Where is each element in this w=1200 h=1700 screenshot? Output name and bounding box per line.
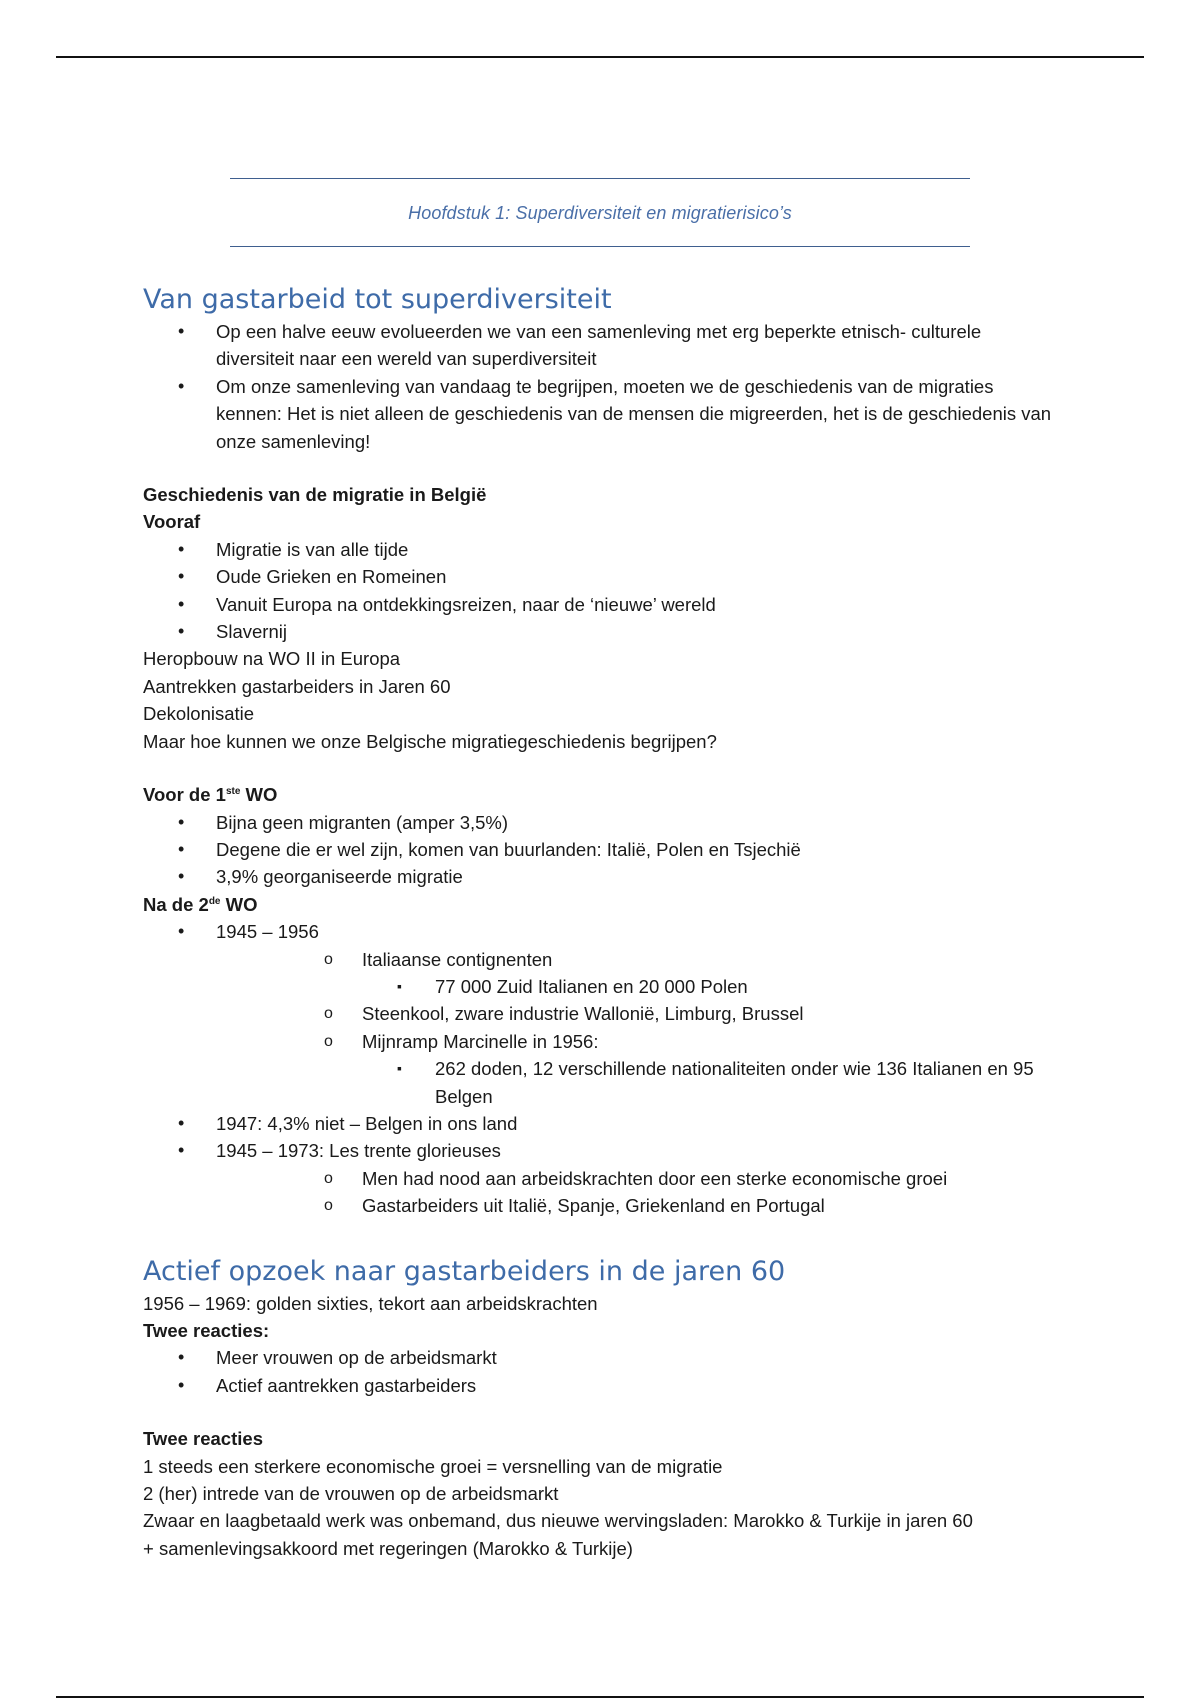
list-item: • Meer vrouwen op de arbeidsmarkt [143, 1344, 1063, 1371]
bullet-list [143, 918, 1063, 1219]
list-item: • Op een halve eeuw evolueerden we van een samenleving met erg beperkte etnisch- culturele diversiteit naar een wereld van superdiversiteit [143, 318, 1063, 373]
section-heading: Van gastarbeid tot superdiversiteit [143, 284, 612, 315]
list-item: o Men had nood aan arbeidskrachten door een sterke economische groei [289, 1165, 1063, 1192]
sub-list [216, 946, 1063, 1110]
section-heading: Actief opzoek naar gastarbeiders in de jaren 60 [143, 1255, 786, 1287]
list-item: ▪ 77 000 Zuid Italianen en 20 000 Polen [362, 973, 1063, 1000]
label-text: WO [240, 784, 278, 806]
list-item: • Actief aantrekken gastarbeiders [143, 1372, 1063, 1399]
bullet-list [143, 318, 1063, 455]
list-item: • Slavernij [143, 618, 1063, 645]
ordinal-suffix: ste [225, 785, 241, 797]
list-item: • Oude Grieken en Romeinen [143, 563, 1063, 590]
subheading: Twee reacties [143, 1428, 263, 1450]
bullet-list [143, 809, 1063, 891]
text-line: 1956 – 1969: golden sixties, tekort aan arbeidskrachten [143, 1292, 598, 1314]
item-text: Mijnramp Marcinelle in 1956: [362, 1030, 599, 1052]
text-line: Maar hoe kunnen we onze Belgische migratiegeschiedenis begrijpen? [143, 730, 717, 752]
ordinal-suffix: de [208, 895, 221, 907]
text-line: Zwaar en laagbetaald werk was onbemand, dus nieuwe wervingsladen: Marokko & Turkije in jaren 60 [143, 1510, 973, 1532]
list-item [143, 1137, 1063, 1219]
sub-sub-list [289, 1055, 1063, 1110]
page-bottom-rule [56, 1696, 1144, 1698]
item-text: 1945 – 1956 [216, 921, 319, 943]
sub-sub-list [289, 973, 1063, 1000]
list-item: • Vanuit Europa na ontdekkingsreizen, naar de ‘nieuwe’ wereld [143, 591, 1063, 618]
list-item: • Degene die er wel zijn, komen van buurlanden: Italië, Polen en Tsjechië [143, 836, 1063, 863]
spacer [143, 755, 1063, 781]
subheading: Vooraf [143, 511, 201, 533]
subheading-after-ww2 [143, 891, 1063, 918]
list-item: o Steenkool, zware industrie Wallonië, Limburg, Brussel [289, 1000, 1063, 1027]
list-item: ▪ 262 doden, 12 verschillende nationaliteiten onder wie 136 Italianen en 95 Belgen [362, 1055, 1063, 1110]
list-item: o Gastarbeiders uit Italië, Spanje, Griekenland en Portugal [289, 1192, 1063, 1219]
item-text: 1945 – 1973: Les trente glorieuses [216, 1140, 501, 1162]
document-body [143, 282, 1063, 1562]
bullet-list [143, 536, 1063, 646]
text-line: 1 steeds een sterkere economische groei = versnelling van de migratie [143, 1455, 723, 1477]
list-item: • 3,9% georganiseerde migratie [143, 863, 1063, 890]
subheading-before-ww1 [143, 781, 1063, 808]
label-text: WO [220, 893, 258, 915]
item-text: Italiaanse contignenten [362, 948, 553, 970]
text-line: Aantrekken gastarbeiders in Jaren 60 [143, 675, 451, 697]
label-text: Voor de 1 [143, 784, 226, 806]
text-line: Dekolonisatie [143, 703, 255, 725]
sub-list [216, 1165, 1063, 1220]
text-line: + samenlevingsakkoord met regeringen (Marokko & Turkije) [143, 1537, 633, 1559]
subheading: Twee reacties: [143, 1320, 270, 1341]
text-line: Heropbouw na WO II in Europa [143, 648, 401, 670]
spacer [143, 455, 1063, 481]
title-rule-bottom [230, 246, 970, 247]
page-top-rule [56, 56, 1144, 58]
list-item [289, 946, 1063, 1001]
bullet-list [143, 1344, 1063, 1399]
subheading: Geschiedenis van de migratie in België [143, 484, 487, 506]
list-item [289, 1028, 1063, 1110]
chapter-title-block [230, 178, 970, 247]
spacer [143, 1220, 1063, 1254]
list-item [143, 918, 1063, 1110]
chapter-title: Hoofdstuk 1: Superdiversiteit en migratierisico’s [408, 203, 792, 223]
spacer [143, 1399, 1063, 1425]
list-item: • Om onze samenleving van vandaag te begrijpen, moeten we de geschiedenis van de migraties kennen: Het is niet alleen de geschiedenis van de mensen die migreerden, het is de geschiedenis van onze samenleving! [143, 373, 1063, 455]
list-item: • Migratie is van alle tijde [143, 536, 1063, 563]
label-text: Na de 2 [143, 893, 209, 915]
list-item: • Bijna geen migranten (amper 3,5%) [143, 809, 1063, 836]
text-line: 2 (her) intrede van de vrouwen op de arbeidsmarkt [143, 1483, 559, 1505]
list-item: • 1947: 4,3% niet – Belgen in ons land [143, 1110, 1063, 1137]
